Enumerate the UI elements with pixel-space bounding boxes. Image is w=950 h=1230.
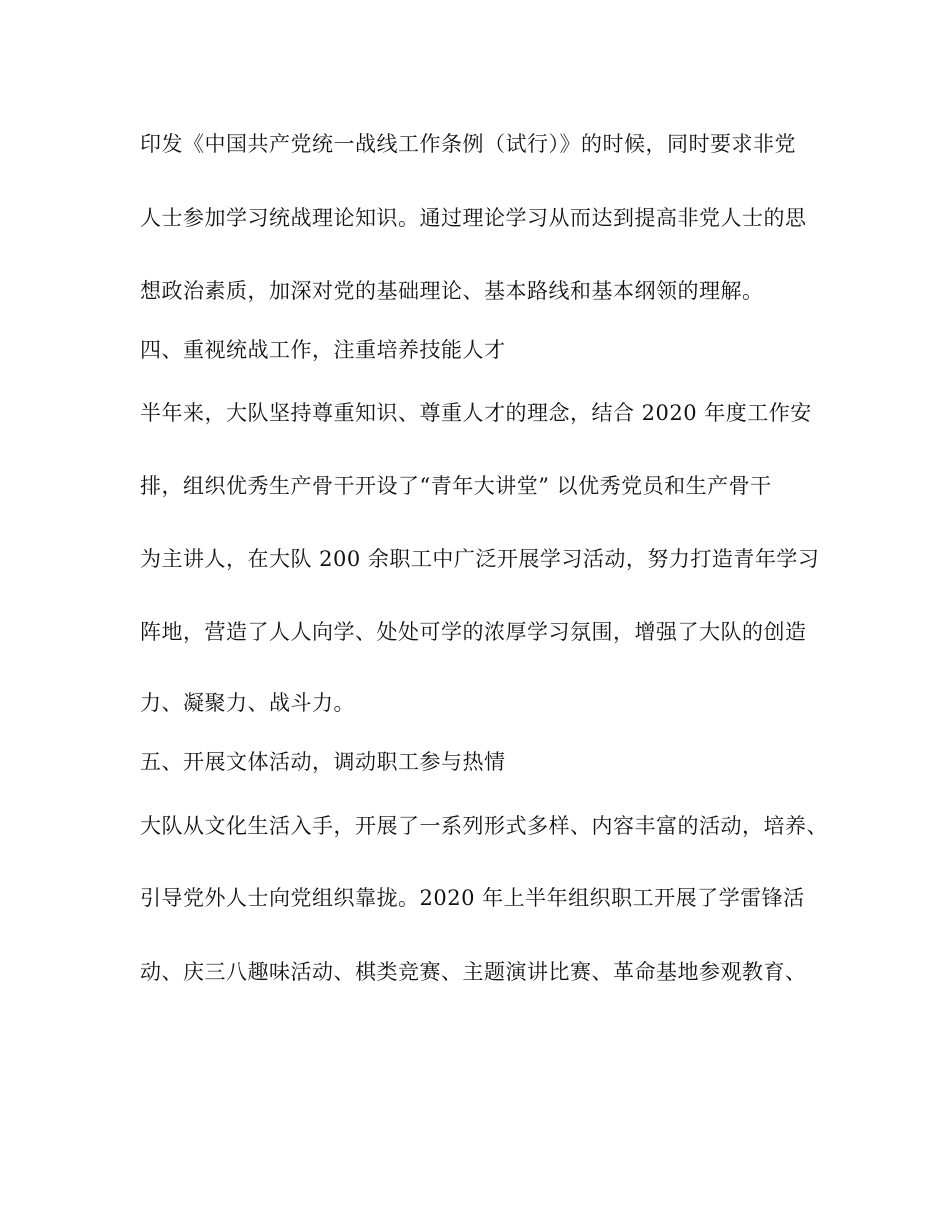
paragraph-line: 半年来，大队坚持尊重知识、尊重人才的理念，结合 2020 年度工作安: [140, 401, 812, 425]
paragraph-line: 为主讲人，在大队 200 余职工中广泛开展学习活动，努力打造青年学习: [140, 547, 820, 571]
section-heading: 四、重视统战工作，注重培养技能人才: [140, 338, 506, 362]
paragraph-line: 大队从文化生活入手，开展了一系列形式多样、内容丰富的活动，培养、: [140, 814, 828, 838]
paragraph-line: 动、庆三八趣味活动、棋类竞赛、主题演讲比赛、革命基地参观教育、: [140, 960, 807, 984]
paragraph-line: 力、凝聚力、战斗力。: [140, 691, 355, 715]
paragraph-line: 排，组织优秀生产骨干开设了“青年大讲堂” 以优秀党员和生产骨干: [140, 474, 772, 498]
section-heading: 五、开展文体活动，调动职工参与热情: [140, 750, 506, 774]
paragraph-line: 引导党外人士向党组织靠拢。2020 年上半年组织职工开展了学雷锋活: [140, 886, 805, 910]
paragraph-line: 阵地，营造了人人向学、处处可学的浓厚学习氛围，增强了大队的创造: [140, 620, 807, 644]
paragraph-line: 想政治素质，加深对党的基础理论、基本路线和基本纲领的理解。: [140, 279, 764, 303]
paragraph-line: 人士参加学习统战理论知识。通过理论学习从而达到提高非党人士的思: [140, 206, 807, 230]
paragraph-line: 印发《中国共产党统一战线工作条例（试行）》的时候，同时要求非党: [140, 132, 796, 156]
